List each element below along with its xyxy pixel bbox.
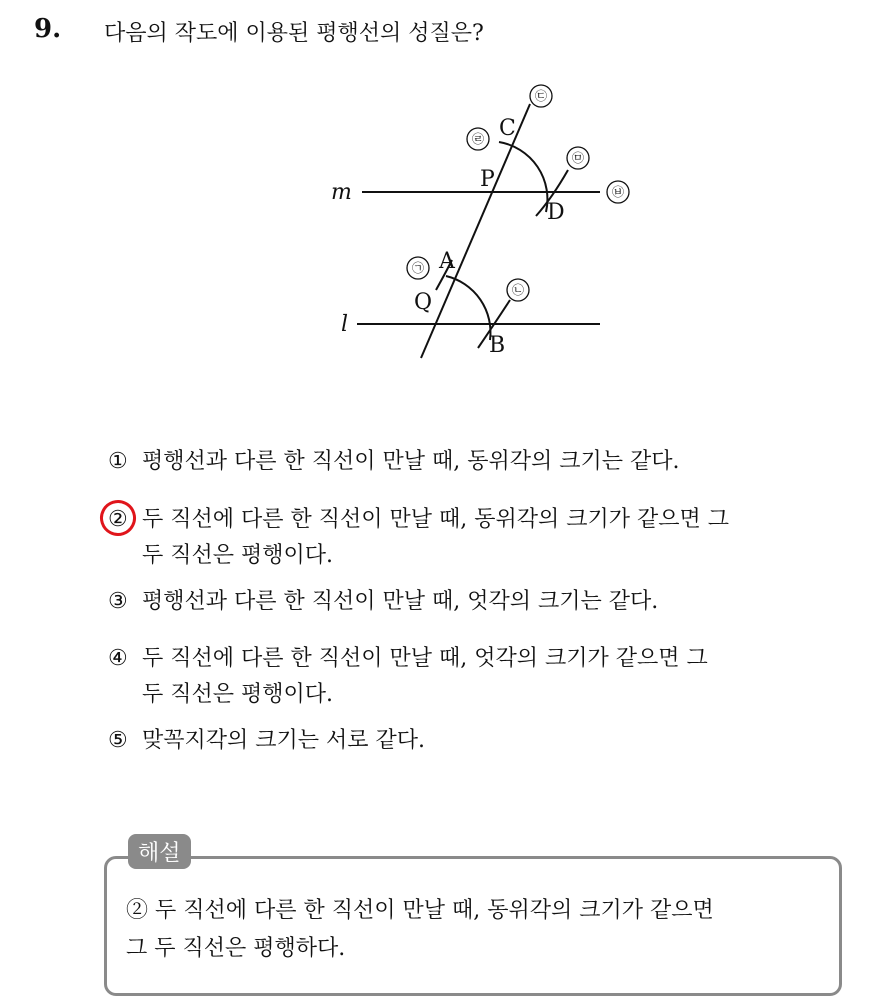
step-label-1: ㉠ [411,261,425,275]
choice-1[interactable] [108,444,679,480]
choice-number: ⑤ [108,728,128,753]
choice-text: 맞꼭지각의 크기는 서로 같다. [142,728,425,753]
label-q: Q [414,290,433,315]
choice-number: ② [108,502,142,538]
choice-4[interactable] [108,641,708,713]
choice-text: 두 직선에 다른 한 직선이 만날 때, 동위각의 크기가 같으면 그 [142,507,729,532]
construction-figure [0,0,884,420]
choice-text-cont: 두 직선은 평행이다. [142,682,333,707]
solution-text [126,892,826,968]
label-b: B [489,333,506,358]
choice-text: 평행선과 다른 한 직선이 만날 때, 엇각의 크기는 같다. [142,589,659,614]
question-text: 다음의 작도에 이용된 평행선의 성질은? [104,21,484,46]
choice-number: ① [108,449,128,474]
label-m: m [331,180,352,205]
arc-upper [499,142,547,212]
question-number: 9. [34,14,62,44]
choice-5[interactable] [108,723,425,759]
choice-text-cont: 두 직선은 평행이다. [142,543,333,568]
choice-text: 두 직선에 다른 한 직선이 만날 때, 엇각의 크기가 같으면 그 [142,646,708,671]
step-label-5: ㉤ [571,151,585,165]
label-a: A [439,249,455,274]
choice-2[interactable] [108,502,729,574]
answer-circle-mark [95,495,140,540]
choice-3[interactable] [108,584,658,620]
step-label-6: ㉥ [611,185,625,199]
label-p: P [480,167,495,192]
step-label-3: ㉢ [534,89,548,103]
choice-text: 평행선과 다른 한 직선이 만날 때, 동위각의 크기는 같다. [142,449,680,474]
label-l: l [341,312,349,337]
label-d: D [547,200,565,225]
step-label-4: ㉣ [471,132,485,146]
solution-tag: 해설 [128,834,191,869]
choice-number: ③ [108,589,128,614]
choice-number: ④ [108,646,128,671]
label-c: C [499,116,516,141]
solution-line-2: 그 두 직선은 평행하다. [126,936,346,961]
step-label-2: ㉡ [511,283,525,297]
solution-line-1: ② 두 직선에 다른 한 직선이 만날 때, 동위각의 크기가 같으면 [126,898,714,923]
